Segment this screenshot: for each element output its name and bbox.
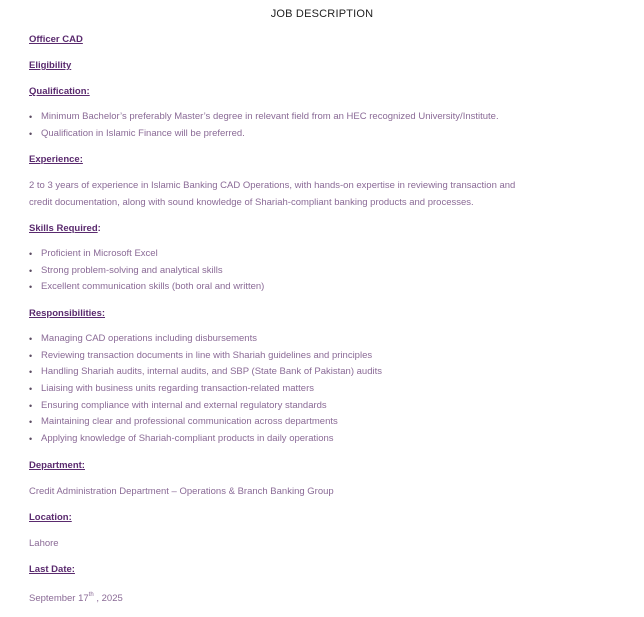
last-date-heading: Last Date:	[29, 564, 75, 575]
qualification-heading: Qualification:	[29, 86, 90, 97]
list-item: • Minimum Bachelor’s preferably Master’s degree in relevant field from an HEC recognized University/Institute.	[29, 109, 499, 126]
list-item: • Reviewing transaction documents in line with Shariah guidelines and principles	[29, 348, 382, 365]
eligibility-heading: Eligibility	[29, 60, 72, 71]
experience-text	[29, 177, 589, 211]
last-date-year: , 2025	[93, 593, 123, 604]
skills-list	[29, 246, 264, 296]
list-item: • Strong problem-solving and analytical skills	[29, 263, 264, 280]
list-item: • Qualification in Islamic Finance will be preferred.	[29, 126, 499, 143]
list-item: • Handling Shariah audits, internal audits, and SBP (State Bank of Pakistan) audits	[29, 364, 382, 381]
experience-line-1: 2 to 3 years of experience in Islamic Banking CAD Operations, with hands-on expertise in reviewing transaction and	[29, 180, 516, 191]
department-value: Credit Administration Department – Operations & Branch Banking Group	[29, 486, 334, 497]
list-item: • Managing CAD operations including disbursements	[29, 331, 382, 348]
page-title: JOB DESCRIPTION	[270, 8, 374, 20]
last-date-month-day: September 17	[29, 593, 89, 604]
list-item: • Proficient in Microsoft Excel	[29, 246, 264, 263]
last-date-suffix: th	[88, 592, 94, 598]
list-item: • Applying knowledge of Shariah-compliant products in daily operations	[29, 431, 382, 448]
location-value: Lahore	[29, 538, 59, 549]
skills-heading-colon: :	[97, 223, 101, 234]
position-title: Officer CAD	[29, 34, 83, 45]
skills-heading	[29, 223, 101, 234]
experience-heading: Experience:	[29, 154, 83, 165]
list-item: • Ensuring compliance with internal and external regulatory standards	[29, 398, 382, 415]
department-heading: Department:	[29, 460, 85, 471]
last-date-value	[29, 587, 589, 607]
skills-heading-label: Skills Required	[29, 223, 98, 234]
location-heading: Location:	[29, 512, 72, 523]
responsibilities-list	[29, 331, 382, 448]
list-item: • Excellent communication skills (both oral and written)	[29, 279, 264, 296]
list-item: • Maintaining clear and professional communication across departments	[29, 414, 382, 431]
list-item: • Liaising with business units regarding transaction-related matters	[29, 381, 382, 398]
responsibilities-heading: Responsibilities:	[29, 308, 106, 319]
experience-line-2: credit documentation, along with sound knowledge of Shariah-compliant banking products and processes.	[29, 197, 474, 208]
qualification-list	[29, 109, 499, 142]
